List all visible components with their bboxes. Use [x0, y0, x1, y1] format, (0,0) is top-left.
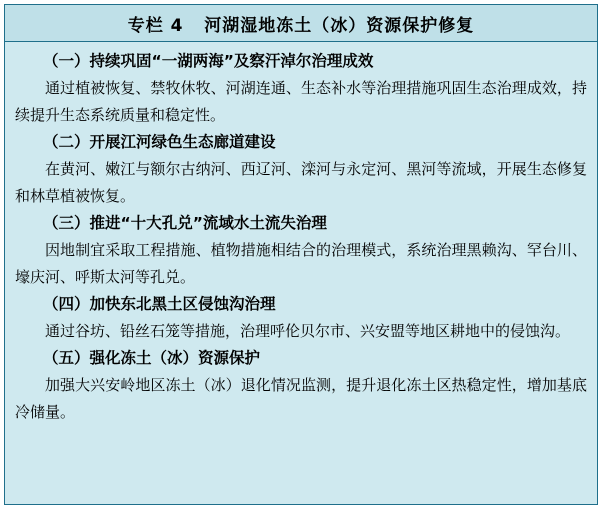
section-4 — [15, 291, 587, 345]
section-heading: （一）持续巩固“一湖两海”及察汗淖尔治理成效 — [43, 52, 374, 70]
box-body — [5, 42, 597, 504]
section-heading: （二）开展江河绿色生态廊道建设 — [43, 133, 276, 151]
box-title: 专栏 4 河湖湿地冻土（冰）资源保护修复 — [127, 15, 475, 36]
section-heading: （四）加快东北黑土区侵蚀沟治理 — [43, 295, 276, 313]
section-paragraph: 因地制宜采取工程措施、植物措施相结合的治理模式，系统治理黑赖沟、罕台川、壕庆河、呼斯太河等孔兑。 — [15, 241, 587, 286]
feature-box — [4, 4, 598, 505]
section-paragraph: 在黄河、嫩江与额尔古纳河、西辽河、滦河与永定河、黑河等流域，开展生态修复和林草植被恢复。 — [15, 160, 587, 205]
section-heading: （五）强化冻土（冰）资源保护 — [43, 349, 261, 367]
section-3 — [15, 210, 587, 291]
section-5 — [15, 345, 587, 426]
section-2 — [15, 129, 587, 210]
section-paragraph: 通过谷坊、铅丝石笼等措施，治理呼伦贝尔市、兴安盟等地区耕地中的侵蚀沟。 — [45, 322, 571, 340]
section-1 — [15, 48, 587, 129]
box-title-bar — [5, 5, 597, 42]
section-heading: （三）推进“十大孔兑”流域水土流失治理 — [43, 214, 327, 232]
section-paragraph: 通过植被恢复、禁牧休牧、河湖连通、生态补水等治理措施巩固生态治理成效，持续提升生态系统质量和稳定性。 — [15, 79, 587, 124]
section-paragraph: 加强大兴安岭地区冻土（冰）退化情况监测，提升退化冻土区热稳定性，增加基底冷储量。 — [15, 376, 587, 421]
